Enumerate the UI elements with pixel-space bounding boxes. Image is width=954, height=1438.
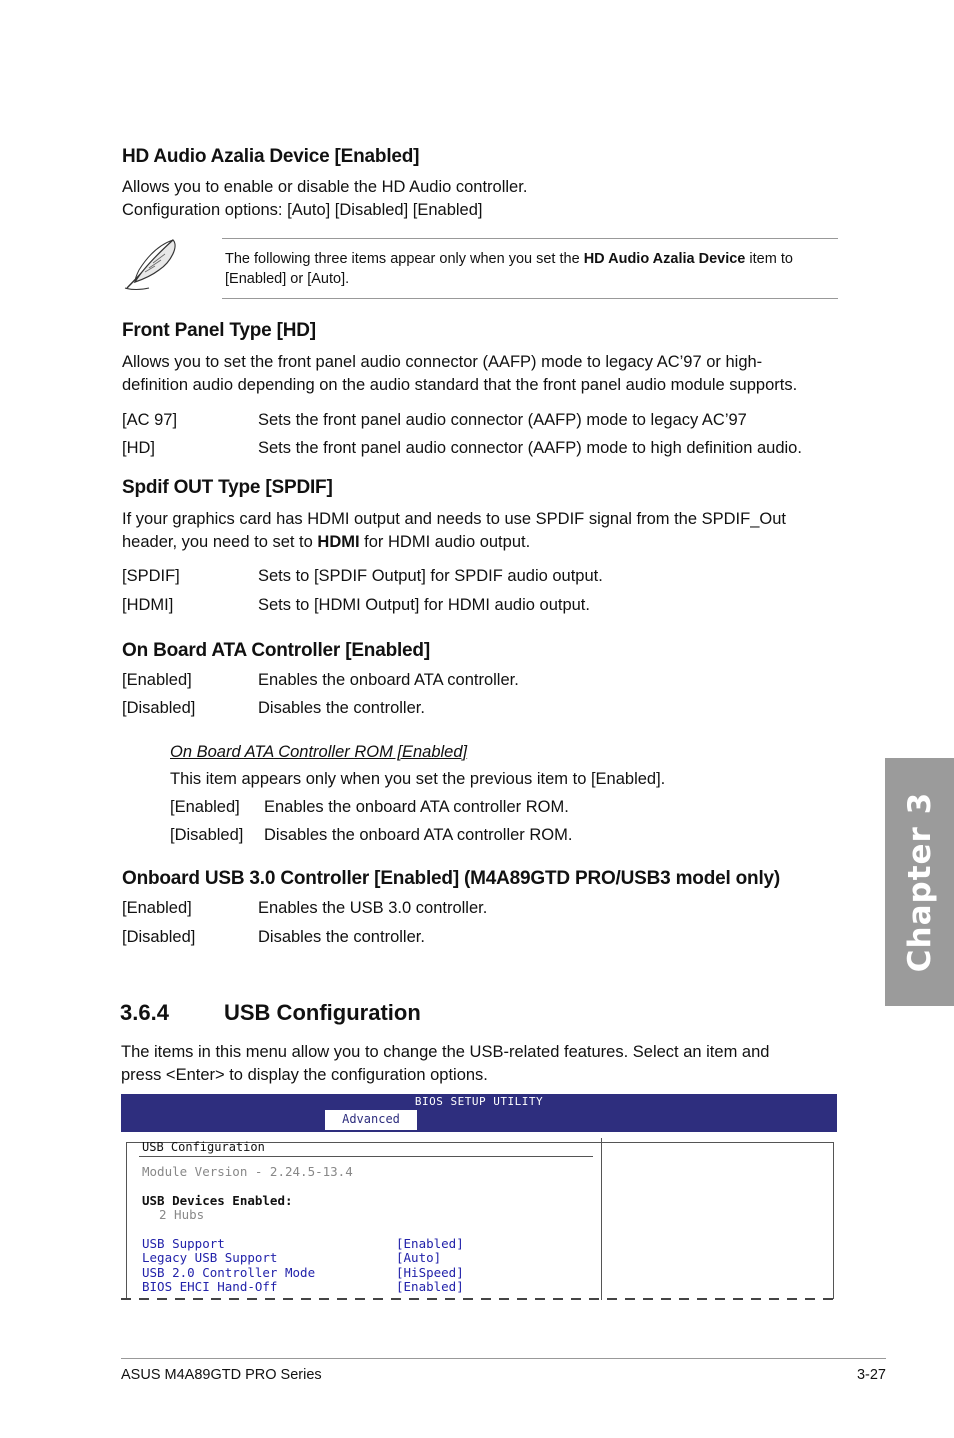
option-label: [AC 97] <box>122 411 178 429</box>
bios-item-name[interactable]: USB Support <box>142 1236 225 1251</box>
ata-rom-subheading: On Board ATA Controller ROM [Enabled] <box>170 743 468 761</box>
note-bottom-rule <box>222 298 838 299</box>
bios-item-value[interactable]: [Enabled] <box>396 1279 464 1294</box>
bios-panel-title: USB Configuration <box>142 1140 265 1154</box>
chapter-tab-label: Chapter 3 <box>901 791 938 973</box>
option-desc: Sets to [SPDIF Output] for SPDIF audio output. <box>258 567 603 585</box>
ata-rom-line: This item appears only when you set the previous item to [Enabled]. <box>170 770 666 788</box>
bios-panel-divider <box>601 1138 602 1300</box>
spdif-heading: Spdif OUT Type [SPDIF] <box>122 477 333 498</box>
usb-config-line2: press <Enter> to display the configuration options. <box>121 1066 488 1084</box>
option-desc: Sets the front panel audio connector (AAFP) mode to legacy AC’97 <box>258 411 747 429</box>
hd-audio-heading: HD Audio Azalia Device [Enabled] <box>122 146 420 167</box>
option-desc: Disables the controller. <box>258 699 425 717</box>
front-panel-heading: Front Panel Type [HD] <box>122 320 316 341</box>
option-desc: Enables the onboard ATA controller ROM. <box>264 798 569 816</box>
option-desc: Disables the onboard ATA controller ROM. <box>264 826 573 844</box>
note-text-bold: HD Audio Azalia Device <box>583 251 746 267</box>
usb3-heading: Onboard USB 3.0 Controller [Enabled] (M4A89GTD PRO/USB3 model only) <box>122 868 781 889</box>
bios-title-rule <box>139 1156 593 1157</box>
option-label: [HD] <box>122 439 155 457</box>
option-desc: Enables the USB 3.0 controller. <box>258 899 488 917</box>
front-panel-line2: definition audio depending on the audio standard that the front panel audio module supports. <box>122 376 798 394</box>
option-label: [Enabled] <box>122 671 192 689</box>
usb-config-line1: The items in this menu allow you to change the USB-related features. Select an item and <box>121 1043 770 1061</box>
bios-item-name[interactable]: BIOS EHCI Hand-Off <box>142 1279 278 1294</box>
option-desc: Sets to [HDMI Output] for HDMI audio output. <box>258 596 590 614</box>
option-desc: Enables the onboard ATA controller. <box>258 671 519 689</box>
bios-devices-value: 2 Hubs <box>159 1207 205 1222</box>
bios-bottom-dashes <box>121 1298 837 1300</box>
option-label: [HDMI] <box>122 596 174 614</box>
feather-quill-icon <box>121 236 181 292</box>
footer-left: ASUS M4A89GTD PRO Series <box>121 1367 322 1383</box>
note-text <box>225 249 830 289</box>
spdif-line2-bold: HDMI <box>317 533 360 551</box>
bios-item-value[interactable]: [HiSpeed] <box>396 1265 464 1280</box>
page-number: 3-27 <box>856 1367 886 1383</box>
option-label: [Enabled] <box>122 899 192 917</box>
bios-item-name[interactable]: USB 2.0 Controller Mode <box>142 1265 316 1280</box>
chapter-tab <box>885 758 954 1006</box>
spdif-line2-part2: for HDMI audio output. <box>359 533 531 551</box>
section-title: USB Configuration <box>224 1000 421 1025</box>
spdif-line2-part1: header, you need to set to <box>122 533 318 551</box>
option-label: [Enabled] <box>170 798 240 816</box>
option-desc: Disables the controller. <box>258 928 425 946</box>
bios-item-value[interactable]: [Enabled] <box>396 1236 464 1251</box>
option-label: [Disabled] <box>122 699 196 717</box>
front-panel-line1: Allows you to set the front panel audio connector (AAFP) mode to legacy AC’97 or high- <box>122 353 763 371</box>
section-number: 3.6.4 <box>120 1000 169 1025</box>
hd-audio-line2: Configuration options: [Auto] [Disabled] [Enabled] <box>122 201 483 219</box>
footer-rule <box>121 1358 886 1359</box>
note-top-rule <box>222 238 838 239</box>
bios-title: BIOS SETUP UTILITY <box>414 1095 544 1108</box>
note-text-part1: The following three items appear only when you set the <box>225 251 584 267</box>
bios-screenshot <box>121 1094 837 1300</box>
option-label: [Disabled] <box>122 928 196 946</box>
bios-tab-advanced[interactable]: Advanced <box>325 1110 417 1130</box>
spdif-line1: If your graphics card has HDMI output and needs to use SPDIF signal from the SPDIF_Out <box>122 510 786 528</box>
note-text-line2: [Enabled] or [Auto]. <box>225 271 350 287</box>
bios-devices-label: USB Devices Enabled: <box>142 1193 293 1208</box>
spdif-line2 <box>122 531 530 554</box>
bios-header <box>121 1094 837 1132</box>
bios-module-version: Module Version - 2.24.5-13.4 <box>142 1164 353 1179</box>
bios-item-value[interactable]: [Auto] <box>396 1250 442 1265</box>
ata-heading: On Board ATA Controller [Enabled] <box>122 640 430 661</box>
option-label: [Disabled] <box>170 826 244 844</box>
bios-item-name[interactable]: Legacy USB Support <box>142 1250 278 1265</box>
hd-audio-line1: Allows you to enable or disable the HD Audio controller. <box>122 178 528 196</box>
option-label: [SPDIF] <box>122 567 180 585</box>
note-text-part2: item to <box>745 251 793 267</box>
option-desc: Sets the front panel audio connector (AAFP) mode to high definition audio. <box>258 439 802 457</box>
